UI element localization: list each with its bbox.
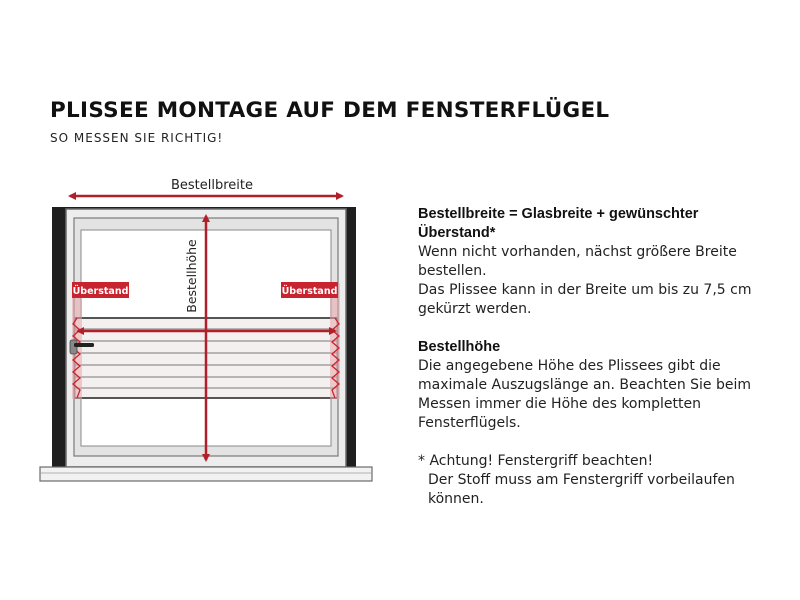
overhang-tag-right-label: Überstand [281,286,338,297]
height-label: Bestellhöhe [184,239,199,313]
note-warning: * Achtung! Fenstergriff beachten! [418,453,654,469]
width-text-line: Das Plissee kann in der Breite um bis zu 7,5 cm [418,282,752,298]
height-heading: Bestellhöhe [418,339,501,355]
window-sill [40,467,372,481]
width-label: Bestellbreite [170,178,254,193]
page-title: PLISSEE MONTAGE AUF DEM FENSTERFLÜGEL [50,98,610,123]
height-text-line: Die angegebene Höhe des Plissees gibt die [418,358,721,374]
height-text-line: Messen immer die Höhe des kompletten [418,396,701,412]
overhang-zone-right [330,283,340,399]
overhang-tag-left [72,282,129,298]
width-text-line: bestellen. [418,263,487,279]
note-text-line: können. [428,491,484,507]
note-text-line: Der Stoff muss am Fenstergriff vorbeilaufen [428,472,735,488]
width-text-line: Wenn nicht vorhanden, nächst größere Breite [418,244,737,260]
overhang-tag-right [281,282,338,298]
width-text-line: gekürzt werden. [418,301,532,317]
overhang-tag-left-label: Überstand [72,286,129,297]
height-text-line: maximale Auszugslänge an. Beachten Sie beim [418,377,752,393]
instructions-panel [418,205,778,509]
width-heading: Bestellbreite = Glasbreite + gewünschter Überstand* [418,206,699,241]
height-text-line: Fensterflügels. [418,415,521,431]
page-subtitle: SO MESSEN SIE RICHTIG! [50,131,224,145]
